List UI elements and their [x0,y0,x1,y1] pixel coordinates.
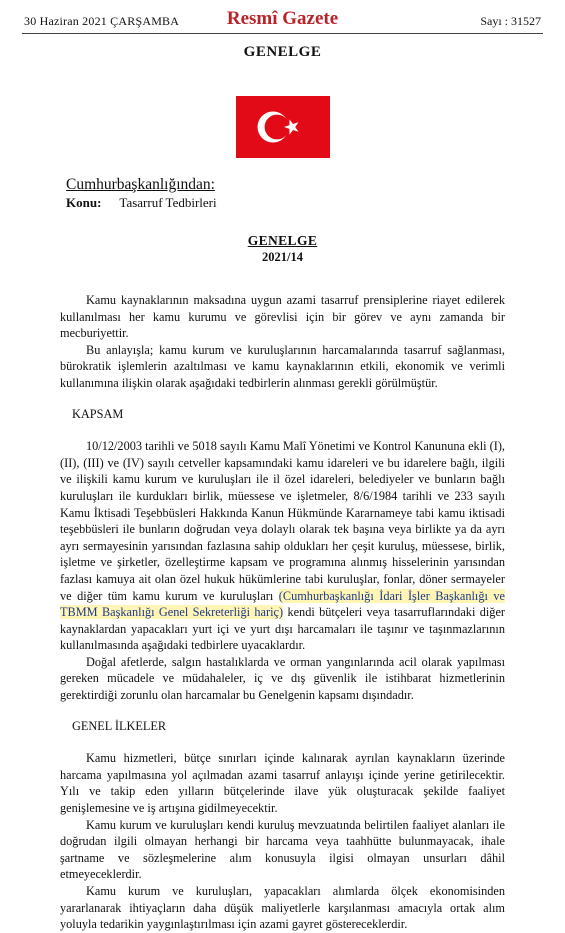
document-type-heading: GENELGE [243,44,322,60]
scope-text-part-1: 10/12/2003 tarihli ve 5018 sayılı Kamu Malî Yönetimi ve Kontrol Kanununa ekli (I), (II), (III) ve (IV) sayılı cetveller kapsamındaki kamu idareleri ve bu idarelere bağlı, ilgili ve ilişkili kamu kurum ve kuruluşları ile il özel idareleri, belediyeler ve bunların bağlı kuruluşları ile kurdukları birlik, müessese ve işletmeler, 8/6/1984 tarihli ve 233 sayılı Kamu İktisadi Teşebbüsleri Hakkında Kanun Hükmünde Kararnameye tabi kamu iktisadi teşebbüsleri ile bunların doğrudan veya dolaylı olarak tek başına veya birlikte ya da ayrı ayrı sermayesinin yarısından fazlasına sahip oldukları her çeşit kuruluş, müessese, birlik, işletme ve şirketler, özelleştirme kapsam ve programına alınmış hisselerinin yarısından fazlası kamuya ait olan özel hukuk hükümlerine tabi kuruluşlar, fonlar, döner sermayeler ve diğer tüm kamu kurum ve kuruluşları [60,439,505,603]
turkish-flag-icon [236,96,330,158]
section-heading-scope: KAPSAM [72,406,124,421]
header-date: 30 Haziran 2021 ÇARŞAMBA [24,14,180,28]
gazette-title: Resmî Gazete [226,8,339,29]
header-divider [22,33,543,34]
paragraph-principle-1: Kamu hizmetleri, bütçe sınırları içinde kalınarak ayrılan kaynakların üzerinde harcama yapılmasına yol açılmadan azami tasarruf anlayışı içinde yerine getirilecektir. Yılı ve takip eden yılların bütçelerinde ilave yük oluşturacak şekilde faaliyet genişlemesine ve iş artışına gidilmeyecektir. [60,751,505,816]
issue-number: Sayı : 31527 [480,14,541,28]
circular-title: GENELGE [247,233,318,248]
subject-label: Konu: [66,195,102,210]
subject-value: Tasarruf Tedbirleri [119,195,217,210]
highlighted-exception: (Cumhurbaşkanlığı İdari İşler Başkanlığı ve TBMM Başkanlığı Genel Sekreterliği hariç) [60,588,505,620]
document-body [60,292,505,933]
circular-number: 2021/14 [262,250,303,264]
subject-line [66,195,217,211]
paragraph-principle-3: Kamu kurum ve kuruluşları, yapacakları alımlarda ölçek ekonomisinden yararlanarak ihtiyaçların daha düşük maliyetlerle karşılanması amacıyla ortak alım yoluyla tedarikin yaygınlaştırılması için azami gayret göstereceklerdir. [60,884,505,932]
paragraph-scope-1 [60,438,505,654]
scope-text-part-2: kendi bütçeleri veya tasarruflarındaki diğer kaynaklardan yapacakları yurt içi ve yurt dışı harcamaları ile taşınır ve taşınmazlarının kullanılmasında aşağıdaki tedbirlere uyacaklardır. [60,605,505,653]
issuer: Cumhurbaşkanlığından: [66,176,215,193]
paragraph-intro-1: Kamu kaynaklarının maksadına uygun azami tasarruf prensiplerine riayet edilerek kullanılması her kamu kurumu ve görevlisi için bir görev ve aynı zamanda bir mecburiyettir. [60,293,505,341]
paragraph-principle-2: Kamu kurum ve kuruluşları kendi kuruluş mevzuatında belirtilen faaliyet alanları ile doğrudan ilgili olmayan herhangi bir harcama veya taahhütte bulunmayacak, ihale şartname ve sözleşmelerine alım konusuyla ilgisi olmayan unsurları dâhil etmeyeceklerdir. [60,817,505,882]
paragraph-intro-2: Bu anlayışla; kamu kurum ve kuruluşlarının harcamalarında tasarruf sağlanması, bürokratik işlemlerin azaltılması ve kamu kaynaklarının etkili, ekonomik ve verimli kullanımına ilişkin olarak aşağıdaki tedbirlerin alınması gerekli görülmüştür. [60,342,505,390]
section-heading-general-principles: GENEL İLKELER [72,718,167,733]
gazette-header [22,8,543,34]
paragraph-scope-2: Doğal afetlerde, salgın hastalıklarda ve orman yangınlarında acil olarak yapılması gereken mücadele ve müdahaleler, iç ve dış güvenlik ile istihbarat hizmetlerinin gerektirdiği zorunlu olan harcamalar bu Genelgenin kapsamı dışındadır. [60,654,505,703]
